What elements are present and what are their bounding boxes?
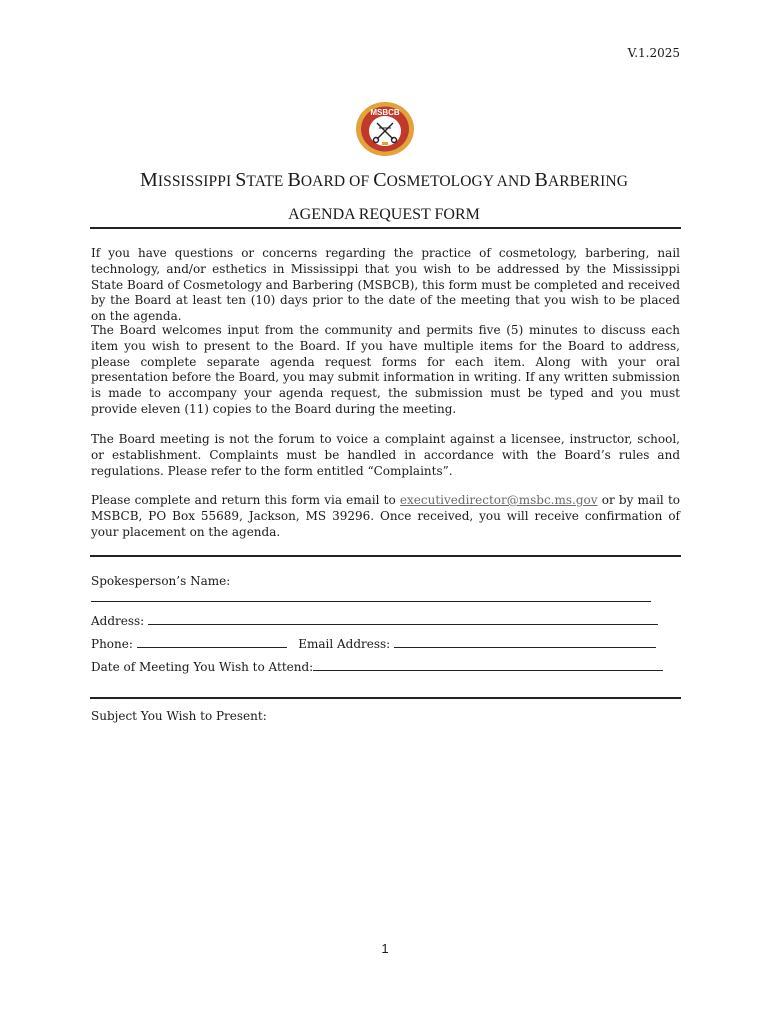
title-divider xyxy=(90,227,681,229)
phone-label: Phone: xyxy=(91,637,133,651)
meeting-date-field[interactable] xyxy=(313,658,663,671)
intro-paragraph: If you have questions or concerns regarding the practice of cosmetology, barbering, nail technology, and/or esthetics in Mississippi that you wish to be addressed by the Mississippi State Board of Cosmetology and Barbering (MSBCB), this form must be completed and received by the Board at least ten (10) days prior to the date of the meeting that you wish to be placed on the agenda. xyxy=(91,246,680,324)
organization-title: MISSISSIPPI STATE BOARD OF COSMETOLOGY AND BARBERING xyxy=(139,169,629,191)
meeting-date-row xyxy=(91,658,663,675)
meeting-date-label: Date of Meeting You Wish to Attend: xyxy=(91,660,314,674)
subject-label: Subject You Wish to Present: xyxy=(91,709,267,723)
address-label: Address: xyxy=(91,614,145,628)
msbcb-seal-logo xyxy=(355,101,415,157)
email-label: Email Address: xyxy=(298,637,391,651)
complaints-paragraph: The Board meeting is not the forum to voice a complaint against a licensee, instructor, school, or establishment. Complaints must be handled in accordance with the Board’s rules and regulations. Please refer to the form entitled “Complaints”. xyxy=(91,432,680,478)
version-label: V.1.2025 xyxy=(627,46,680,60)
spokesperson-label: Spokesperson’s Name: xyxy=(91,574,231,588)
spokesperson-name-field[interactable] xyxy=(91,601,651,602)
form-title: AGENDA REQUEST FORM xyxy=(288,206,480,223)
phone-field[interactable] xyxy=(137,635,287,648)
submission-paragraph: Please complete and return this form via email to executivedirector@msbc.ms.gov or by mail to MSBCB, PO Box 55689, Jackson, MS 39296. Once received, you will receive confirmation of your placement on the agenda. xyxy=(91,493,680,539)
phone-email-row xyxy=(91,635,656,652)
board-input-paragraph: The Board welcomes input from the community and permits five (5) minutes to discuss each item you wish to present to the Board. If you have multiple items for the Board to address, please complete separate agenda request forms for each item. Along with your oral presentation before the Board, you may submit information in writing. If any written submission is made to accompany your agenda request, the submission must be typed and you must provide eleven (11) copies to the Board during the meeting. xyxy=(91,323,680,416)
form-divider-bottom xyxy=(90,697,681,699)
email-link[interactable]: executivedirector@msbc.ms.gov xyxy=(399,493,598,507)
form-divider-top xyxy=(90,555,681,557)
logo-text: MSBCB xyxy=(370,108,400,117)
email-address-field[interactable] xyxy=(394,635,656,648)
page-number: 1 xyxy=(381,941,389,956)
subject-text-area[interactable] xyxy=(91,728,680,918)
address-row xyxy=(91,612,658,629)
address-field[interactable] xyxy=(148,612,658,625)
